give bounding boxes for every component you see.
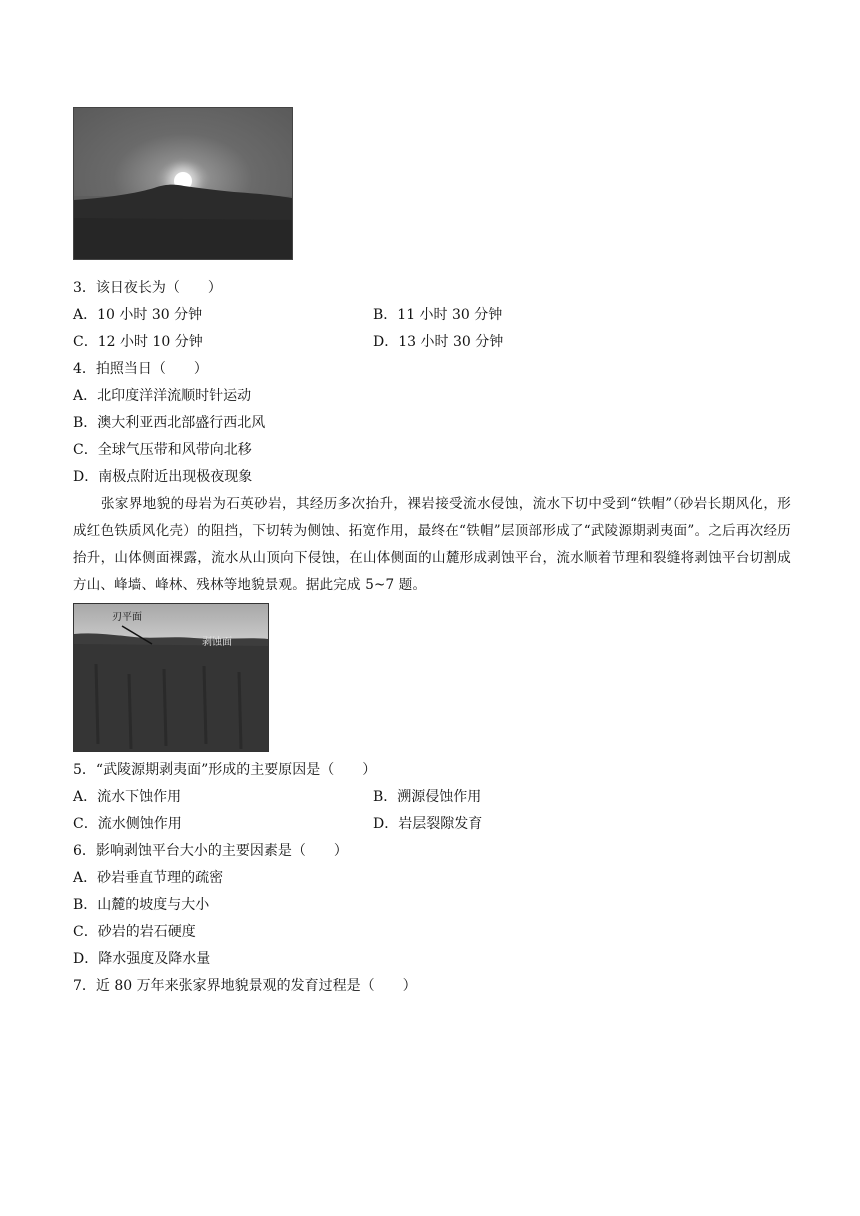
- q6-option-b[interactable]: B．山麓的坡度与大小: [73, 897, 210, 913]
- reading-passage: 张家界地貌的母岩为石英砂岩，其经历多次抬升，裸岩接受流水侵蚀，流水下切中受到“铁帽”（砂岩长期风化，形成红色铁质风化壳）的阻挡，下切转为侧蚀、拓宽作用，最终在“铁帽”层顶部形成了“武陵源期剥夷面”。之后再次经历抬升，山体侧面裸露，流水从山顶向下侵蚀，在山体侧面的山麓形成剥蚀平台，流水顺着节理和裂缝将剥蚀平台切割成方山、峰墙、峰林、残林等地貌景观。据此完成 5~7 题。: [73, 496, 791, 593]
- q3-option-c[interactable]: C．12 小时 10 分钟: [73, 334, 203, 350]
- q4-option-d[interactable]: D．南极点附近出现极夜现象: [73, 469, 253, 485]
- q4-option-a[interactable]: A．北印度洋洋流顺时针运动: [73, 388, 252, 404]
- q5-option-b[interactable]: B．溯源侵蚀作用: [373, 789, 482, 805]
- landform-photo: [73, 603, 269, 752]
- q3-option-a[interactable]: A．10 小时 30 分钟: [73, 307, 203, 323]
- q5-option-d[interactable]: D．岩层裂隙发育: [373, 816, 483, 832]
- q3-option-d[interactable]: D．13 小时 30 分钟: [373, 334, 504, 350]
- q5-option-a[interactable]: A．流水下蚀作用: [73, 789, 182, 805]
- q4-option-c[interactable]: C．全球气压带和风带向北移: [73, 442, 252, 458]
- q5-stem: 5．“武陵源期剥夷面”形成的主要原因是（ ）: [73, 762, 377, 778]
- q6-option-a[interactable]: A．砂岩垂直节理的疏密: [73, 870, 224, 886]
- q6-option-d[interactable]: D．降水强度及降水量: [73, 951, 211, 967]
- cliff-silhouette: [74, 604, 268, 751]
- label-planation-surface: 刃平面: [112, 612, 142, 623]
- q7-stem: 7．近 80 万年来张家界地貌景观的发育过程是（ ）: [73, 978, 417, 994]
- q3-stem: 3．该日夜长为（ ）: [73, 280, 222, 296]
- q6-option-c[interactable]: C．砂岩的岩石硬度: [73, 924, 196, 940]
- label-denudation-surface: 剥蚀面: [202, 637, 232, 648]
- q5-option-c[interactable]: C．流水侧蚀作用: [73, 816, 182, 832]
- horizon-silhouette: [74, 108, 292, 259]
- q3-option-b[interactable]: B．11 小时 30 分钟: [373, 307, 503, 323]
- sunrise-photo: [73, 107, 293, 260]
- q4-stem: 4．拍照当日（ ）: [73, 361, 208, 377]
- q4-option-b[interactable]: B．澳大利亚西北部盛行西北风: [73, 415, 266, 431]
- q6-stem: 6．影响剥蚀平台大小的主要因素是（ ）: [73, 843, 348, 859]
